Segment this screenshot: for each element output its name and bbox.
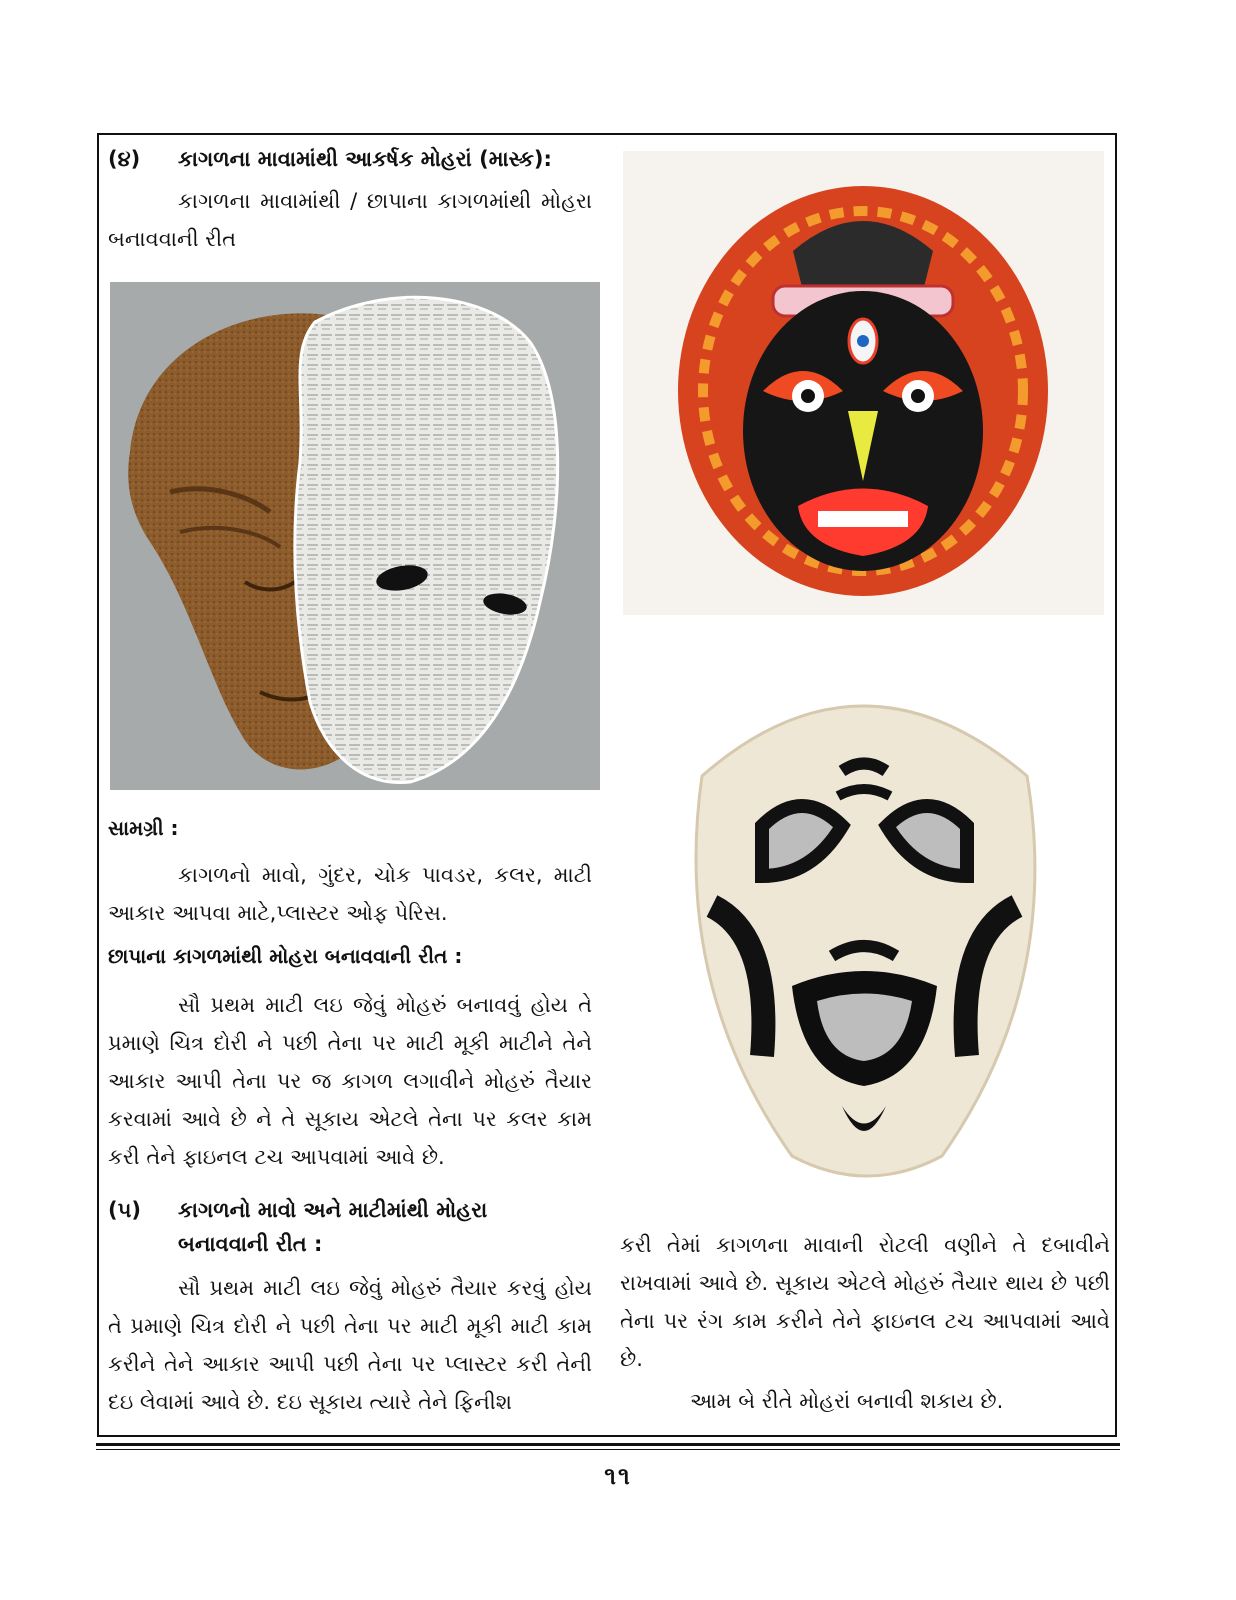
footer-rule-thick [96,1443,1120,1446]
paper-masks-illustration [110,282,600,790]
materials-section [108,812,592,1176]
method-1-text: સૌ પ્રથમ માટી લઇ જેવું મોહરું બનાવવું હોય તે પ્રમાણે ચિત્ર દોરી ને પછી તેના પર માટી મૂકી માટીને તેને આકાર આપી તેના પર જ કાગળ લગાવીને મોહરું તૈયાર કરવામાં આવે છે ને તે સૂકાય એટલે તેના પર કલર કામ કરી તેને ફાઇનલ ટચ આપવામાં આવે છે. [108,993,592,1169]
section-4-intro: કાગળના માવામાંથી / છાપાના કાગળમાંથી મોહરા બનાવવાની રીત [108,189,592,251]
paper-masks-photo [110,282,600,790]
section-5-heading [108,1193,592,1227]
section-5-text: સૌ પ્રથમ માટી લઇ જેવું મોહરું તૈયાર કરવું હોય તે પ્રમાણે ચિત્ર દોરી ને પછી તેના પર માટી મૂકી માટી કામ કરીને તેને આકાર આપી પછી તેના પર પ્લાસ્ટર કરી તેની દઇ લેવામાં આવે છે. દઇ સૂકાય ત્યારે તેને ફિનીશ [108,1276,592,1414]
right-continuation-text: કરી તેમાં કાગળના માવાની રોટલી વણીને તે દબાવીને રાખવામાં આવે છે. સૂકાય એટલે મોહરું તૈયાર થાય છે પછી તેના પર રંગ કામ કરીને તેને ફાઇનલ ટચ આપવામાં આવે છે. [620,1233,1110,1371]
bw-mask-illustration [642,656,1087,1208]
materials-heading: સામગ્રી : [108,816,179,840]
section-4-heading [108,142,592,176]
section-4-title: કાગળના માવામાંથી આકર્ષક મોહરાં (માસ્ક): [178,147,552,171]
method-1-heading: છાપાના કાગળમાંથી મોહરા બનાવવાની રીત : [108,944,463,968]
red-mask-photo [623,151,1104,615]
section-5 [108,1193,592,1421]
page-number: ૧૧ [604,1462,632,1490]
section-5-title-line1: કાગળનો માવો અને માટીમાંથી મોહરા [178,1198,488,1222]
right-text [620,1226,1110,1420]
bw-mask-photo [642,656,1087,1208]
section-4-number: (૪) [108,147,141,171]
left-column [108,142,592,258]
materials-text: કાગળનો માવો, ગુંદર, ચોક પાવડર, કલર, માટી આકાર આપવા માટે,પ્લાસ્ટર ઓફ પેરિસ. [108,863,592,925]
section-5-title-line2: બનાવવાની રીત : [178,1232,323,1256]
closing-text: આમ બે રીતે મોહરાં બનાવી શકાય છે. [690,1389,1004,1413]
section-5-number: (૫) [108,1198,141,1222]
footer-rule-thin [96,1449,1120,1450]
red-mask-illustration [623,151,1104,615]
